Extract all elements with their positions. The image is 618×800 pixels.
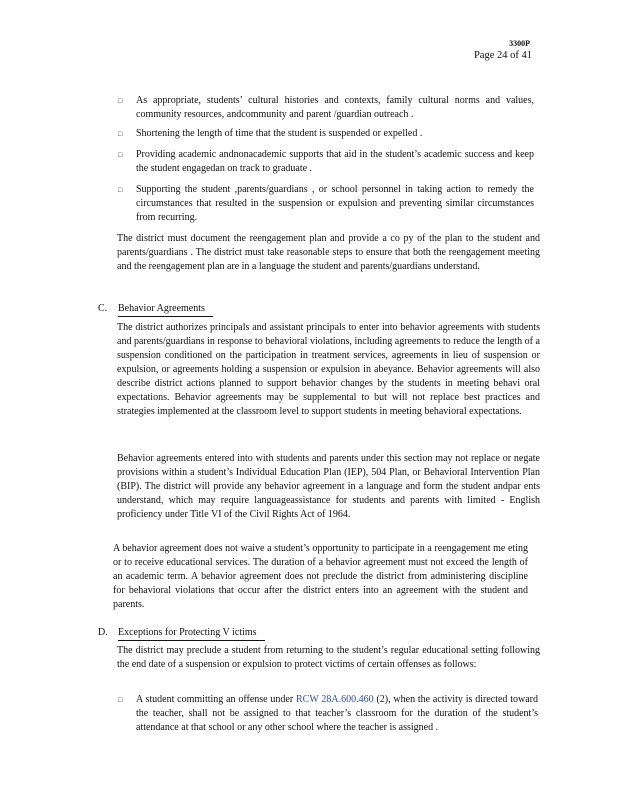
bullet-text: A student committing an offense under — [136, 694, 296, 705]
page-number: Page 24 of 41 — [473, 50, 532, 61]
square-bullet-icon: □ — [118, 130, 123, 138]
reengagement-paragraph: The district must document the reengagement plan and provide a co py of the plan to the student and parents/guardians . The district must take reasonable steps to ensure that both the reengagement meeting and the reengagement plan are in a language the student and parents/guardians understand. — [117, 233, 540, 272]
section-letter: C. — [98, 303, 108, 314]
bullet-item: Providing academic andnonacademic supports that aid in the student’s academic success and keep the student engagedan on track to graduate . — [136, 149, 534, 174]
square-bullet-icon: □ — [118, 696, 123, 704]
square-bullet-icon: □ — [118, 151, 123, 159]
square-bullet-icon: □ — [118, 97, 123, 105]
section-title: Exceptions for Protecting V ictims — [118, 626, 265, 641]
bullet-item — [136, 693, 538, 735]
section-letter: D. — [98, 627, 108, 638]
square-bullet-icon: □ — [118, 186, 123, 194]
section-paragraph: The district may preclude a student from returning to the student’s regular educational setting following the end date of a suspension or expulsion to protect victims of certain offenses as follows: — [117, 645, 540, 670]
rcw-link[interactable]: RCW 28A.600.460 — [296, 694, 374, 705]
bullet-text: (2), when the activity is directed toward the teacher, shall not be assigned to that teacher’s classroom for the duration of the student’s attendance at that school or any other school where the teacher is assigned . — [136, 694, 538, 733]
bullet-item: As appropriate, students’ cultural histories and contexts, family cultural norms and values, community resources, andcommunity and parent /guardian outreach . — [136, 95, 534, 120]
bullet-item: Supporting the student ,parents/guardians , or school personnel in taking action to remedy the circumstances that resulted in the suspension or expulsion and preventing similar circumstances from recurring. — [136, 184, 534, 223]
section-paragraph: The district authorizes principals and assistant principals to enter into behavior agreements with students and parents/guardians in response to behavioral violations, including agreements to reduce the length of a suspension conditioned on the participation in treatment services, agreements in lieu of suspension or expulsion, or agreements holding a suspension or expulsion in abeyance. Behavior agreements will also describe district actions planned to support behavior changes by the students in meeting behavi oral expectations. Behavior agreements may be supplemental to but will not replace best practices and strategies implemented at the classroom level to support students in meeting behavioral expectations. — [117, 322, 540, 417]
section-title: Behavior Agreements — [118, 302, 213, 317]
section-paragraph: Behavior agreements entered into with students and parents under this section may not replace or negate provisions within a student’s Individual Education Plan (IEP), 504 Plan, or Behavioral Intervention Plan (BIP). The district will provide any behavior agreement in a language and form the student andpar ents understand, which may require languageassistance for students and parents with limited - English proficiency under Title VI of the Civil Rights Act of 1964. — [117, 453, 540, 520]
bullet-item: Shortening the length of time that the student is suspended or expelled . — [136, 128, 423, 139]
section-paragraph: A behavior agreement does not waive a student’s opportunity to participate in a reengagement me eting or to receive educational services. The duration of a behavior agreement must not exceed the length of an academic term. A behavior agreement does not preclude the district from administering discipline for behavioral violations that occur after the district enters into an agreement with the student and parents. — [113, 543, 528, 610]
policy-code: 3300P — [509, 39, 530, 48]
